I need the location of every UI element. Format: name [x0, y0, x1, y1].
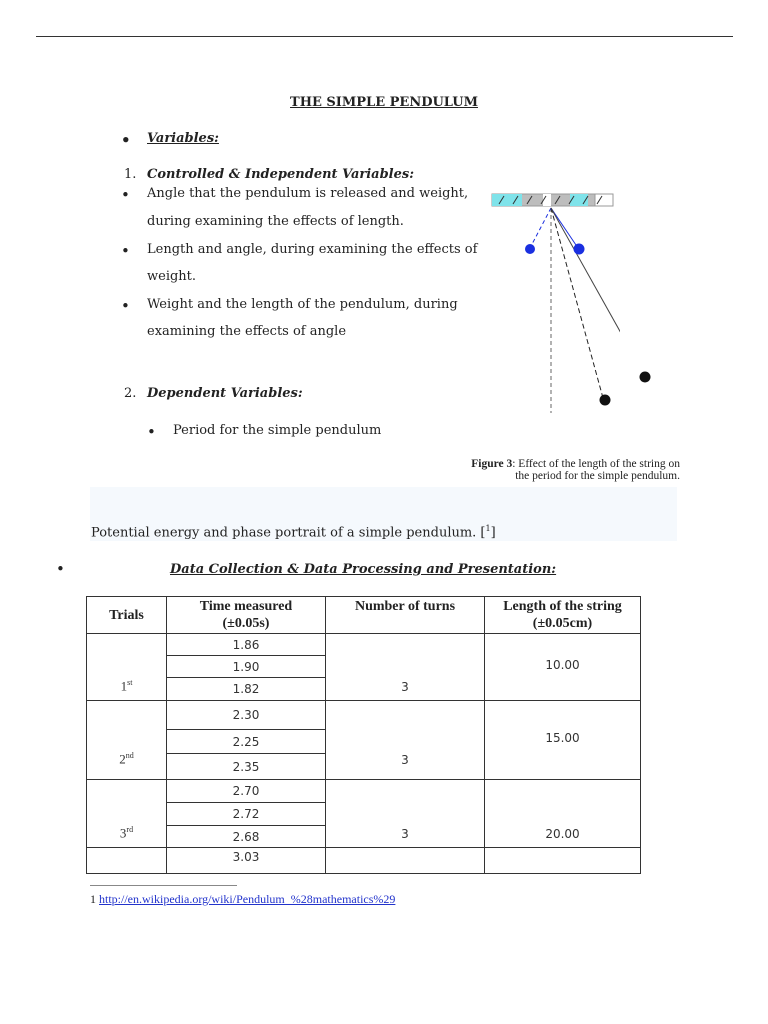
empty-cell: [326, 848, 485, 874]
footnote: 1 http://en.wikipedia.org/wiki/Pendulum_%28mathematics%29: [90, 892, 396, 906]
controlled-item-1: • Angle that the pendulum is released and weight,: [147, 186, 468, 201]
time-cell: 2.68: [167, 826, 326, 848]
ceiling-end: [595, 194, 613, 206]
controlled-heading: Controlled & Independent Variables:: [147, 167, 415, 182]
page-title: THE SIMPLE PENDULUM: [290, 95, 478, 110]
length-cell: 15.00: [485, 701, 641, 780]
long-bob-solid: [636, 368, 652, 384]
dependent-heading: Dependent Variables:: [147, 386, 303, 401]
long-string-solid: [551, 208, 620, 376]
controlled-item-2: • Length and angle, during examining the effects of: [147, 242, 477, 257]
short-string-left: [530, 208, 551, 248]
header-length: Length of the string (±0.05cm): [485, 597, 641, 634]
time-cell: 1.82: [167, 678, 326, 701]
empty-cell: [87, 848, 167, 874]
controlled-item-2-cont: weight.: [147, 269, 197, 284]
dependent-item: • Period for the simple pendulum: [173, 423, 381, 438]
ceiling-gap: [543, 194, 551, 206]
length-cell: 10.00: [485, 634, 641, 701]
length-cell: 20.00: [485, 780, 641, 848]
turns-cell: 3: [326, 780, 485, 848]
time-cell: 2.25: [167, 730, 326, 754]
long-bob-dashed: [600, 395, 611, 406]
footnote-ref[interactable]: 1: [485, 524, 491, 533]
long-string-dashed: [551, 208, 603, 398]
time-cell: 2.72: [167, 803, 326, 826]
variables-heading: • Variables:: [147, 131, 219, 146]
footnote-link[interactable]: http://en.wikipedia.org/wiki/Pendulum_%28mathematics%29: [99, 892, 396, 906]
footnote-rule: [90, 885, 237, 886]
table-row: [87, 780, 641, 803]
header-trials: Trials: [87, 597, 167, 634]
list-number-1: 1.: [124, 167, 137, 182]
turns-cell: 3: [326, 634, 485, 701]
trial-cell: 2nd: [87, 701, 167, 780]
time-cell: 2.70: [167, 780, 326, 803]
time-cell: 1.90: [167, 656, 326, 678]
turns-cell: 3: [326, 701, 485, 780]
potential-energy-text: Potential energy and phase portrait of a simple pendulum. [$^1$]: [91, 524, 496, 541]
header-time: Time measured (±0.05s): [167, 597, 326, 634]
short-bob-right: [574, 244, 585, 255]
data-table: [86, 596, 641, 874]
list-number-2: 2.: [124, 386, 137, 401]
trial-cell: 3rd: [87, 780, 167, 848]
bullet-icon: •: [56, 560, 65, 578]
time-cell: 3.03: [167, 848, 326, 874]
empty-cell: [485, 848, 641, 874]
table-row: [87, 701, 641, 730]
time-cell: 2.30: [167, 701, 326, 730]
table-row: [87, 634, 641, 656]
header-rule: [36, 36, 733, 37]
table-header-row: [87, 597, 641, 634]
table-row: [87, 848, 641, 874]
time-cell: 1.86: [167, 634, 326, 656]
header-turns: Number of turns: [326, 597, 485, 634]
figure-caption: Figure 3: Effect of the length of the string on the period for the simple pendulum.: [471, 458, 680, 482]
short-string-right: [551, 208, 578, 248]
ceiling-cyan-left: [492, 194, 522, 206]
controlled-item-3: • Weight and the length of the pendulum, during: [147, 297, 458, 312]
controlled-item-3-cont: examining the effects of angle: [147, 324, 347, 339]
trial-cell: 1st: [87, 634, 167, 701]
data-heading: Data Collection & Data Processing and Presentation:: [170, 562, 557, 577]
pendulum-figure: [485, 188, 620, 413]
time-cell: 2.35: [167, 754, 326, 780]
controlled-item-1-cont: during examining the effects of length.: [147, 214, 404, 229]
short-bob-left: [525, 244, 535, 254]
